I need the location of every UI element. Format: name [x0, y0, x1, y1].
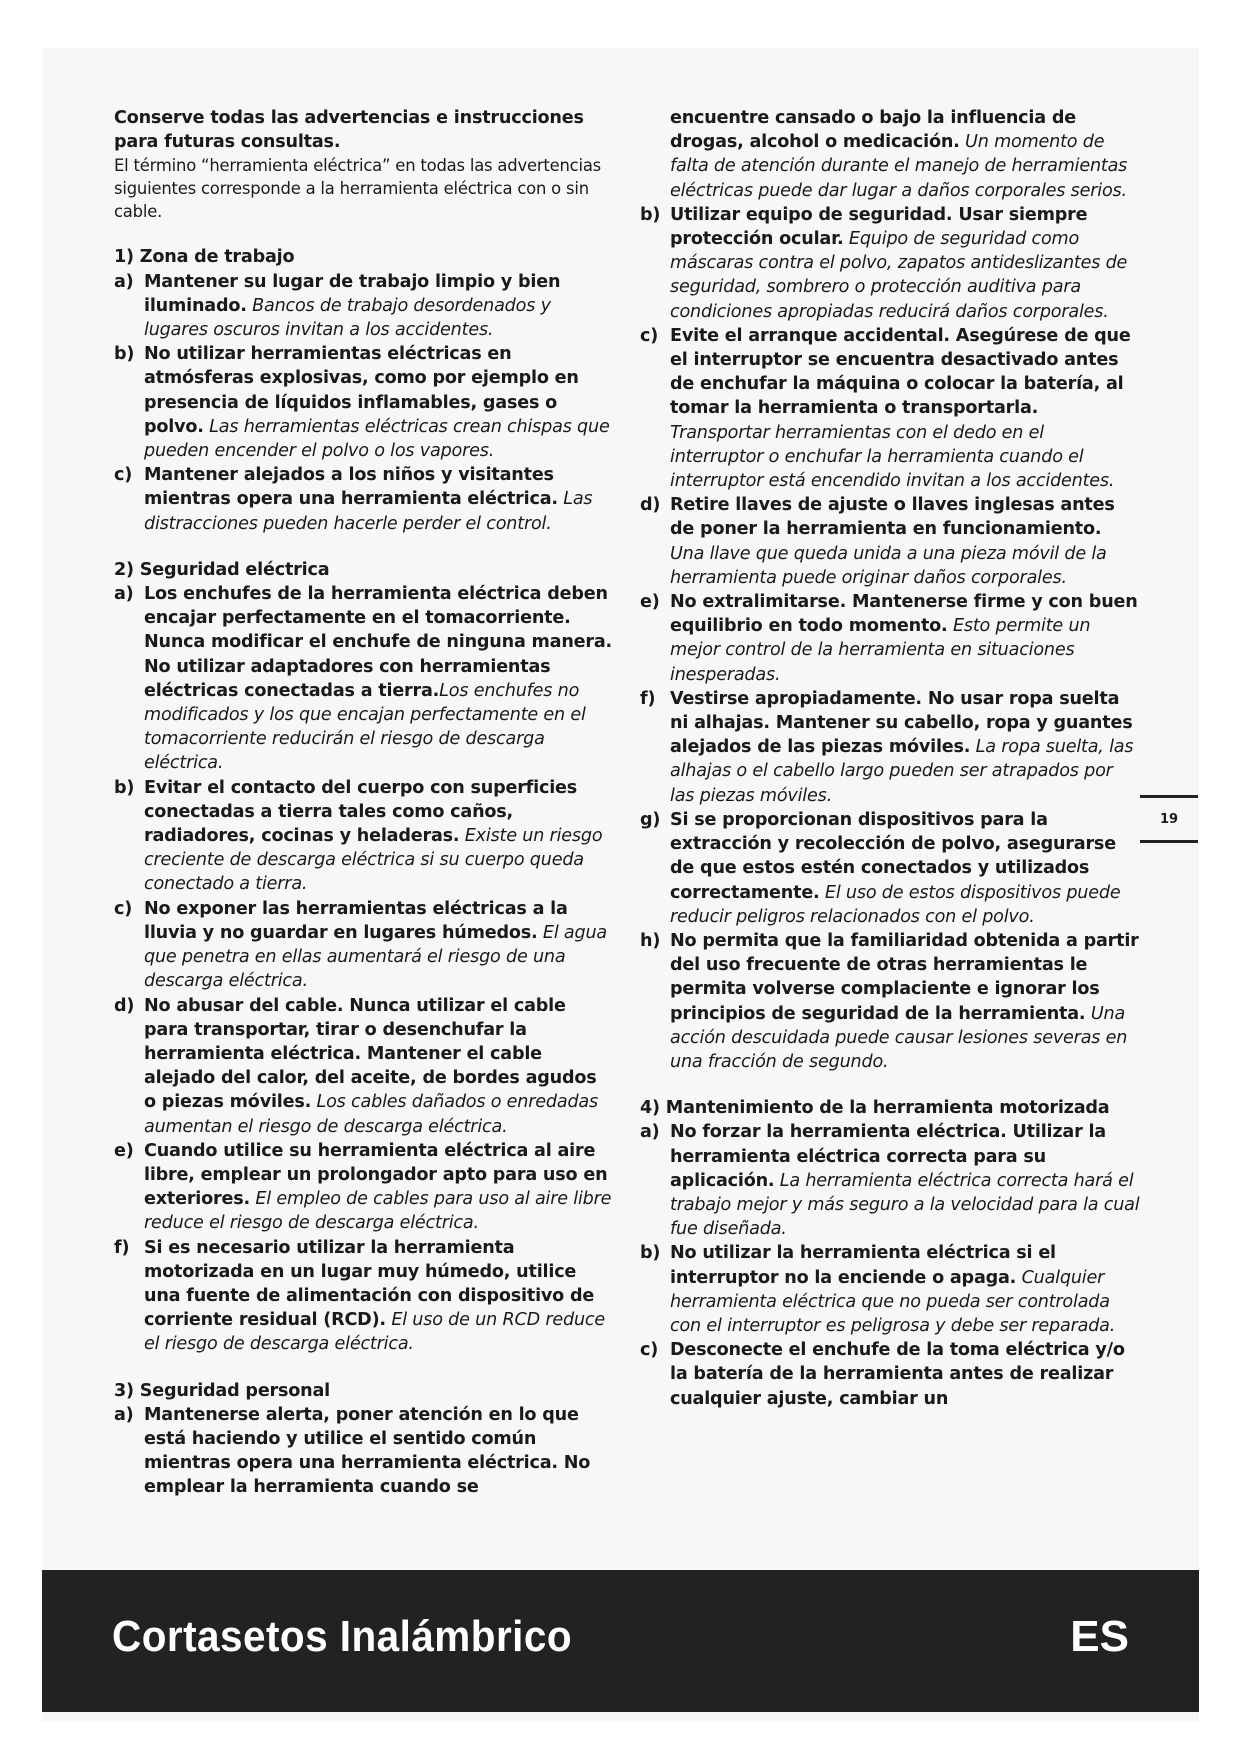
- item-bold: Evite el arranque accidental. Asegúrese de que el interruptor se encuentra desactivado antes de enchufar la máquina o colocar la batería, al tomar la herramienta o transportarla.: [670, 325, 1131, 419]
- item-text: El uso de estos dispositivos puede reducir peligros relacionados con el polvo.: [670, 882, 1121, 927]
- intro-title: Conserve todas las advertencias e instrucciones para futuras consultas.: [114, 108, 584, 153]
- item-text: Los cables dañados o enredadas aumentan el riesgo de descarga eléctrica.: [144, 1092, 598, 1137]
- language-code: ES: [1070, 1612, 1129, 1661]
- item-bold: Retire llaves de ajuste o llaves inglesas antes de poner la herramienta en funcionamiento.: [670, 495, 1115, 540]
- list-item: [640, 324, 1140, 493]
- item-bold: No extralimitarse. Mantenerse firme y con buen equilibrio en todo momento.: [670, 592, 1138, 637]
- list-item: [114, 1139, 614, 1236]
- item-bold: Mantener su lugar de trabajo limpio y bien iluminado.: [144, 271, 561, 316]
- item-text: Equipo de seguridad como máscaras contra el polvo, zapatos antideslizantes de seguridad, sombrero o protección auditiva para condiciones apropiadas reducirá daños corporales.: [670, 229, 1128, 322]
- list-item: [114, 582, 614, 776]
- item-letter: a): [114, 584, 134, 605]
- item-text: Bancos de trabajo desordenados y lugares oscuros invitan a los accidentes.: [144, 295, 551, 341]
- list-item: [640, 493, 1140, 590]
- item-text: Esto permite un mejor control de la herramienta en situaciones inesperadas.: [670, 616, 1091, 685]
- item-letter: a): [114, 271, 134, 292]
- footer-bar: [42, 1570, 1199, 1712]
- item-letter: g): [640, 809, 661, 830]
- list-item: [640, 808, 1140, 929]
- item-letter: b): [640, 204, 661, 225]
- item-text: La ropa suelta, las alhajas o el cabello largo pueden ser atrapados por las piezas móviles.: [670, 737, 1134, 806]
- item-bold: Evitar el contacto del cuerpo con superficies conectadas a tierra tales como caños, radiadores, cocinas y heladeras.: [144, 777, 578, 847]
- item-bold: Vestirse apropiadamente. No usar ropa suelta ni alhajas. Mantener su cabello, ropa y guantes alejados de las piezas móviles.: [670, 688, 1133, 758]
- item-text: Una acción descuidada puede causar lesiones severas en una fracción de segundo.: [670, 1003, 1128, 1072]
- item-bold: Si se proporcionan dispositivos para la extracción y recolección de polvo, asegurarse de que estos estén conectados y utilizados correctamente.: [670, 809, 1116, 903]
- footer-title: Cortasetos Inalámbrico: [112, 1612, 573, 1661]
- item-letter: d): [640, 495, 661, 516]
- item-text: Las herramientas eléctricas crean chispas que pueden encender el polvo o los vapores.: [144, 416, 610, 462]
- list-item: [640, 1241, 1140, 1338]
- list-item: [114, 1403, 614, 1500]
- item-text: El empleo de cables para uso al aire libre reduce el riesgo de descarga eléctrica.: [144, 1189, 612, 1234]
- section-maintenance: [640, 1096, 1140, 1411]
- list-item: [640, 1338, 1140, 1411]
- item-bold: Si es necesario utilizar la herramienta motorizada en un lugar muy húmedo, utilice una fuente de alimentación con dispositivo de corriente residual (RCD).: [144, 1237, 595, 1331]
- list-item-continued: [640, 106, 1140, 203]
- item-letter: a): [114, 1404, 134, 1425]
- item-letter: f): [114, 1237, 130, 1258]
- item-letter: c): [114, 465, 133, 486]
- item-letter: b): [640, 1243, 661, 1264]
- item-bold: Mantener alejados a los niños y visitantes mientras opera una herramienta eléctrica.: [144, 465, 558, 510]
- item-text: Una llave que queda unida a una pieza móvil de la herramienta puede originar daños corporales.: [670, 543, 1107, 588]
- list-item: [114, 342, 614, 463]
- list-item: [114, 897, 614, 994]
- item-bold: No utilizar la herramienta eléctrica si el interruptor no la enciende o apaga.: [670, 1243, 1056, 1288]
- item-bold: No utilizar herramientas eléctricas en atmósferas explosivas, como por ejemplo en presencia de líquidos inflamables, gases o polvo.: [144, 344, 579, 437]
- section-title: 3) Seguridad personal: [114, 1380, 331, 1401]
- item-text: Transportar herramientas con el dedo en el interruptor o enchufar la herramienta cuando el interruptor está encendido invitan a los accidentes.: [670, 422, 1115, 492]
- item-letter: h): [640, 930, 661, 951]
- item-text: Las distracciones pueden hacerle perder el control.: [144, 489, 593, 534]
- list-item: [640, 590, 1140, 687]
- item-bold: No exponer las herramientas eléctricas a la lluvia y no guardar en lugares húmedos.: [144, 898, 568, 943]
- item-letter: b): [114, 777, 135, 798]
- item-bold: No abusar del cable. Nunca utilizar el cable para transportar, tirar o desenchufar la herramienta eléctrica. Mantener el cable alejado del calor, del aceite, de bordes agudos o piezas móviles.: [144, 995, 597, 1113]
- list-item: [114, 463, 614, 536]
- item-bold: Mantenerse alerta, poner atención en lo que está haciendo y utilice el sentido común mientras opera una herramienta eléctrica. No emplear la herramienta cuando se: [144, 1404, 591, 1498]
- item-bold: Utilizar equipo de seguridad. Usar siempre protección ocular.: [670, 204, 1088, 250]
- item-letter: c): [114, 898, 133, 919]
- item-text: Cualquier herramienta eléctrica que no pueda ser controlada con el interruptor es peligrosa y debe ser reparada.: [670, 1267, 1116, 1336]
- list-item: [114, 270, 614, 343]
- list-item: [114, 994, 614, 1139]
- item-letter: a): [640, 1122, 660, 1143]
- item-bold: No permita que la familiaridad obtenida a partir del uso frecuente de otras herramientas le permita volverse complaciente e ignorar los principios de seguridad de la herramienta.: [670, 930, 1139, 1024]
- list-item: [640, 1120, 1140, 1241]
- item-text: Existe un riesgo creciente de descarga eléctrica si su cuerpo queda conectado a tierra.: [144, 826, 603, 895]
- item-letter: b): [114, 344, 135, 365]
- item-text: El uso de un RCD reduce el riesgo de descarga eléctrica.: [144, 1310, 605, 1355]
- list-item: [640, 929, 1140, 1074]
- item-letter: d): [114, 995, 135, 1016]
- item-letter: e): [640, 592, 660, 613]
- item-text: El agua que penetra en ellas aumentará el riesgo de una descarga eléctrica.: [144, 922, 607, 992]
- item-letter: e): [114, 1140, 134, 1161]
- section-title: 1) Zona de trabajo: [114, 247, 295, 268]
- section-title: 2) Seguridad eléctrica: [114, 559, 330, 580]
- item-bold: No forzar la herramienta eléctrica. Utilizar la herramienta eléctrica correcta para su aplicación.: [670, 1122, 1106, 1191]
- left-column: [114, 106, 614, 1500]
- item-bold: encuentre cansado o bajo la influencia de drogas, alcohol o medicación.: [670, 108, 1076, 153]
- section-electrical-safety: [114, 558, 614, 1357]
- section-work-area: [114, 245, 614, 535]
- item-letter: c): [640, 1340, 659, 1361]
- item-text: Un momento de falta de atención durante el manejo de herramientas eléctricas puede dar lugar a daños corporales serios.: [670, 132, 1128, 201]
- list-item: [640, 687, 1140, 808]
- item-bold: Desconecte el enchufe de la toma eléctrica y/o la batería de la herramienta antes de realizar cualquier ajuste, cambiar un: [670, 1340, 1125, 1409]
- item-text: La herramienta eléctrica correcta hará el trabajo mejor y más seguro a la velocidad para la cual fue diseñada.: [670, 1170, 1140, 1240]
- item-bold: Cuando utilice su herramienta eléctrica al aire libre, emplear un prolongador apto para uso en exteriores.: [144, 1140, 608, 1210]
- section-personal-safety: [114, 1379, 614, 1500]
- list-item: [114, 776, 614, 897]
- item-text: Los enchufes no modificados y los que encajan perfectamente en el tomacorriente reducirán el riesgo de descarga eléctrica.: [144, 680, 586, 774]
- list-item: [114, 1236, 614, 1357]
- item-bold: Los enchufes de la herramienta eléctrica deben encajar perfectamente en el tomacorriente. Nunca modificar el enchufe de ninguna manera. No utilizar adaptadores con herramientas eléctricas conectadas a tierra.: [144, 584, 613, 701]
- right-column: [640, 106, 1140, 1411]
- item-letter: c): [640, 325, 659, 346]
- section-title: 4) Mantenimiento de la herramienta motorizada: [640, 1098, 1110, 1119]
- page-number: 19: [1140, 795, 1198, 843]
- list-item: [640, 203, 1140, 324]
- intro-text: El término “herramienta eléctrica” en todas las advertencias siguientes corresponde a la herramienta eléctrica con o sin cable.: [114, 156, 602, 222]
- item-letter: f): [640, 688, 656, 709]
